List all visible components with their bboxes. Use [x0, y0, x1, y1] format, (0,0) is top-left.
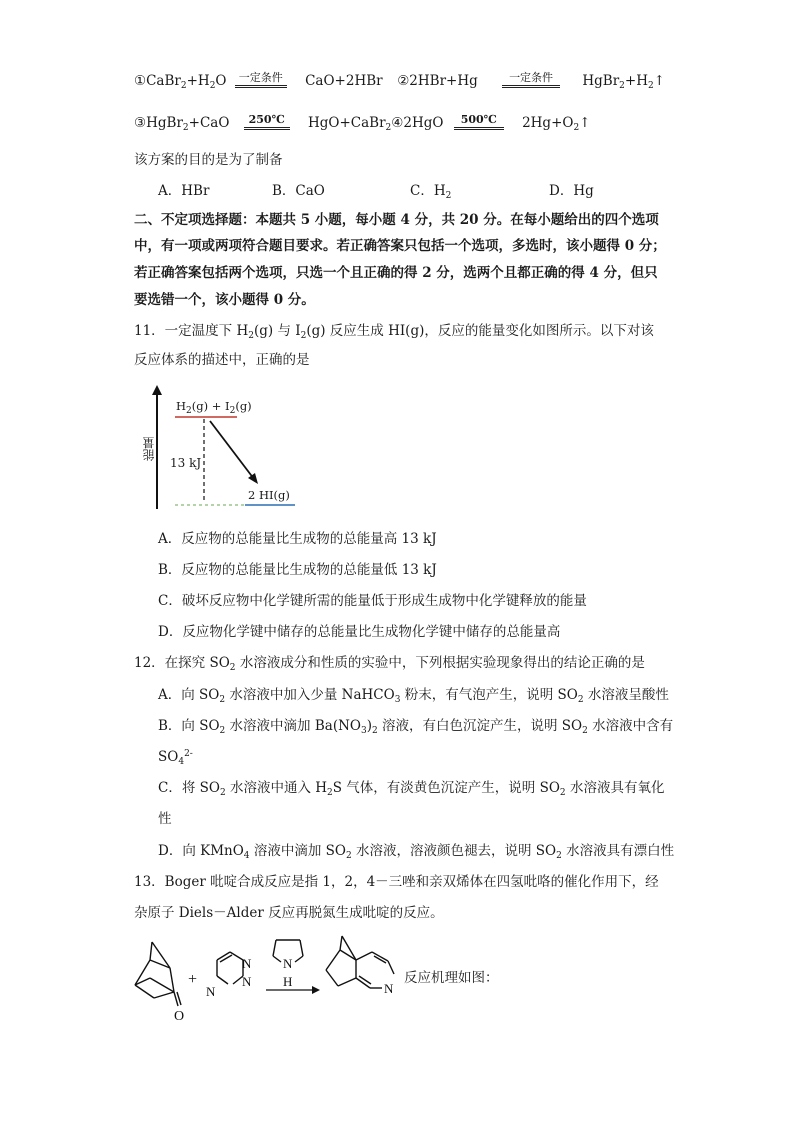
equals-sign	[235, 85, 287, 88]
option-text: 水溶液中加入少量 NaHCO	[225, 687, 395, 703]
reaction-arrowhead	[248, 473, 258, 484]
subscript: 3	[394, 695, 401, 705]
option-text: D．Hg	[549, 183, 594, 199]
stem-text: 反应体系的描述中，正确的是	[134, 352, 310, 368]
stem-text: 水溶液成分和性质的实验中，下列根据实验现象得出的结论正确的是	[235, 655, 645, 671]
option-text: 水溶液，溶液颜色褪去，说明 SO	[351, 843, 557, 859]
reaction-line-2	[134, 113, 591, 134]
subscript: 2	[182, 123, 189, 133]
section-2-line-4	[134, 290, 315, 310]
subscript: 2	[180, 81, 187, 91]
option-text: 水溶液具有漂白性	[561, 843, 675, 859]
section-2-line-1	[134, 210, 659, 230]
subscript: 2	[371, 726, 378, 736]
r4-condition	[454, 113, 504, 130]
q12-option-b-cont	[158, 747, 193, 767]
subscript: 2	[248, 331, 254, 341]
subscript: 2	[647, 81, 654, 91]
option-text: 粉末，有气泡产生，说明 SO	[400, 687, 578, 703]
subscript: 2	[556, 851, 562, 861]
r1-condition	[235, 71, 287, 88]
q10-option-c	[410, 181, 451, 201]
r3-condition	[244, 113, 290, 130]
condition-label: 一定条件	[238, 71, 283, 84]
option-text: B．反应物的总能量比生成物的总能量低 13 kJ	[158, 562, 437, 578]
reactant-text: (g) + I	[191, 399, 230, 413]
q10-option-d	[549, 181, 594, 201]
product-text: 2 HI(g)	[248, 488, 290, 502]
r1-o: O	[215, 73, 227, 89]
pyridine-n-label: N	[384, 981, 394, 996]
r2-product-b: +H	[624, 73, 648, 89]
condition-label: 250℃	[248, 113, 285, 126]
caption-text: 反应机理如图：	[404, 970, 499, 986]
gap-text: 13 kJ	[170, 456, 202, 470]
y-axis-arrowhead	[152, 385, 162, 395]
option-text: SO	[158, 749, 179, 765]
option-text: A．HBr	[158, 183, 210, 199]
energy-gap-label	[170, 456, 201, 470]
subscript: 2	[577, 695, 584, 705]
triazine-n2-label: N	[242, 974, 252, 989]
reactant-text: H	[176, 399, 187, 413]
subscript: 2	[385, 123, 392, 133]
subscript: 2	[219, 695, 226, 705]
section-text: 二、不定项选择题：本题共 5 小题，每小题 4 分，共 20 分。在每小题给出的四个选项	[134, 212, 659, 228]
subscript: 2	[186, 406, 192, 416]
mechanism-caption	[404, 968, 499, 988]
r2-reactant: ②2HBr+Hg	[397, 73, 478, 89]
option-text: 水溶液中通入 H	[225, 780, 328, 796]
option-text: )	[366, 718, 372, 734]
pyrrolidine-h-label: H	[283, 974, 293, 989]
subscript: 2	[573, 123, 580, 133]
triazine-n1-label: N	[242, 956, 252, 971]
section-2-line-3	[134, 263, 658, 283]
stem-text: 12．在探究 SO	[134, 655, 230, 671]
triazine-structure	[217, 952, 243, 984]
option-text: 水溶液中滴加 Ba(NO	[225, 718, 361, 734]
q11-option-d	[158, 622, 560, 642]
product-label	[248, 488, 290, 502]
option-text: 溶液中滴加 SO	[249, 843, 346, 859]
option-text: D．反应物化学键中储存的总能量比生成物化学键中储存的总能量高	[158, 624, 561, 640]
subscript: 4	[178, 757, 185, 767]
section-text: 中，有一项或两项符合题目要求。若正确答案只包括一个选项，多选时，该小题得 0 分；	[134, 238, 666, 254]
q11-option-b	[158, 560, 437, 580]
subscript: 2	[219, 726, 226, 736]
condition-label: 一定条件	[509, 71, 554, 84]
energy-axis-label	[140, 437, 157, 461]
q11-option-c	[158, 591, 587, 611]
q12-option-c-cont	[158, 809, 172, 829]
stem-text: 该方案的目的是为了制备	[134, 152, 283, 168]
question-11-line-2	[134, 350, 310, 370]
subscript: 2	[619, 81, 625, 91]
r4-reactant: ④2HgO	[391, 115, 444, 131]
option-text: B．CaO	[272, 183, 325, 199]
pyrrolidine-n-label: N	[283, 956, 293, 971]
r3-reactant: ③HgBr	[134, 115, 183, 131]
superscript: 2-	[184, 749, 193, 759]
equals-sign	[454, 127, 504, 130]
subscript: 2	[445, 191, 452, 201]
q10-option-b	[272, 181, 325, 201]
section-2-line-2	[134, 236, 666, 256]
q10-option-a	[158, 181, 209, 201]
q12-option-a	[158, 685, 669, 705]
stem-text: 11．一定温度下 H	[134, 323, 249, 339]
r2-product: HgBr	[582, 73, 620, 89]
gas-arrow: ↑	[653, 73, 666, 89]
option-text: 水溶液呈酸性	[583, 687, 669, 703]
section-text: 若正确答案包括两个选项，只选一个且正确的得 2 分，选两个且都正确的得 4 分，但只	[134, 265, 658, 281]
option-text: C．将 SO	[158, 780, 220, 796]
ketone-oxygen-label: O	[174, 1009, 185, 1024]
option-text: S 气体，有淡黄色沉淀产生，说明 SO	[332, 780, 560, 796]
gas-arrow: ↑	[579, 115, 591, 131]
reaction-line-1	[134, 71, 665, 92]
option-text: C．H	[410, 183, 446, 199]
subscript: 2	[209, 81, 216, 91]
reaction-arrowhead	[312, 986, 320, 994]
plus-sign: +	[188, 971, 198, 988]
condition-label: 500℃	[460, 113, 497, 126]
r1-plus: +H	[186, 73, 210, 89]
reactant-text: (g)	[235, 399, 252, 413]
q12-option-d	[158, 841, 674, 861]
subscript: 2	[229, 406, 236, 416]
subscript: 2	[345, 851, 352, 861]
subscript: 2	[229, 663, 236, 673]
option-text: A．反应物的总能量比生成物的总能量高 13 kJ	[158, 531, 437, 547]
option-text: D．向 KMnO	[158, 843, 244, 859]
equals-sign	[502, 85, 560, 88]
option-text: 性	[158, 811, 172, 827]
q11-option-a	[158, 529, 437, 549]
r1-reactant: ①CaBr	[134, 73, 181, 89]
subscript: 2	[327, 788, 333, 798]
reactant-label	[176, 399, 252, 416]
subscript: 2	[559, 788, 566, 798]
subscript: 2	[219, 788, 226, 798]
triazine-n3-label: N	[206, 984, 216, 999]
stem-text: (g) 反应生成 HI(g)，反应的能量变化如图所示。以下对该	[306, 323, 654, 339]
option-text: 水溶液具有氧化	[565, 780, 665, 796]
subscript: 3	[360, 726, 367, 736]
equals-sign	[244, 127, 290, 130]
subscript: 2	[582, 726, 588, 736]
subscript: 2	[300, 331, 307, 341]
question-10-stem	[134, 150, 283, 170]
question-13-line-2	[134, 903, 444, 923]
r4-product: 2Hg+O	[522, 115, 574, 131]
section-text: 要选错一个，该小题得 0 分。	[134, 292, 315, 308]
option-text: 溶液，有白色沉淀产生，说明 SO	[377, 718, 583, 734]
question-11-line-1	[134, 321, 654, 341]
axis-label: 能量	[142, 437, 156, 461]
r1-product: CaO+2HBr	[305, 73, 383, 89]
option-text: C．破坏反应物中化学键所需的能量低于形成生成物中化学键释放的能量	[158, 593, 587, 609]
option-text: B．向 SO	[158, 718, 220, 734]
stem-text: (g) 与 I	[253, 323, 301, 339]
q12-option-c	[158, 778, 664, 798]
boger-reaction-scheme	[130, 930, 430, 1025]
option-text: A．向 SO	[158, 687, 220, 703]
reaction-arrow	[210, 421, 254, 479]
r3-reactant-b: +CaO	[188, 115, 230, 131]
norbornanone-structure	[135, 942, 181, 1006]
r3-product: HgO+CaBr	[308, 115, 386, 131]
r2-condition	[502, 71, 560, 88]
stem-text: 13．Boger 吡啶合成反应是指 1，2，4－三唑和亲双烯体在四氢吡咯的催化作用下，经	[134, 874, 659, 890]
question-12-stem	[134, 653, 645, 673]
stem-text: 杂原子 Diels－Alder 反应再脱氮生成吡啶的反应。	[134, 905, 444, 921]
subscript: 4	[243, 851, 250, 861]
q12-option-b	[158, 716, 673, 736]
question-13-line-1	[134, 872, 659, 892]
option-text: 水溶液中含有	[587, 718, 674, 734]
